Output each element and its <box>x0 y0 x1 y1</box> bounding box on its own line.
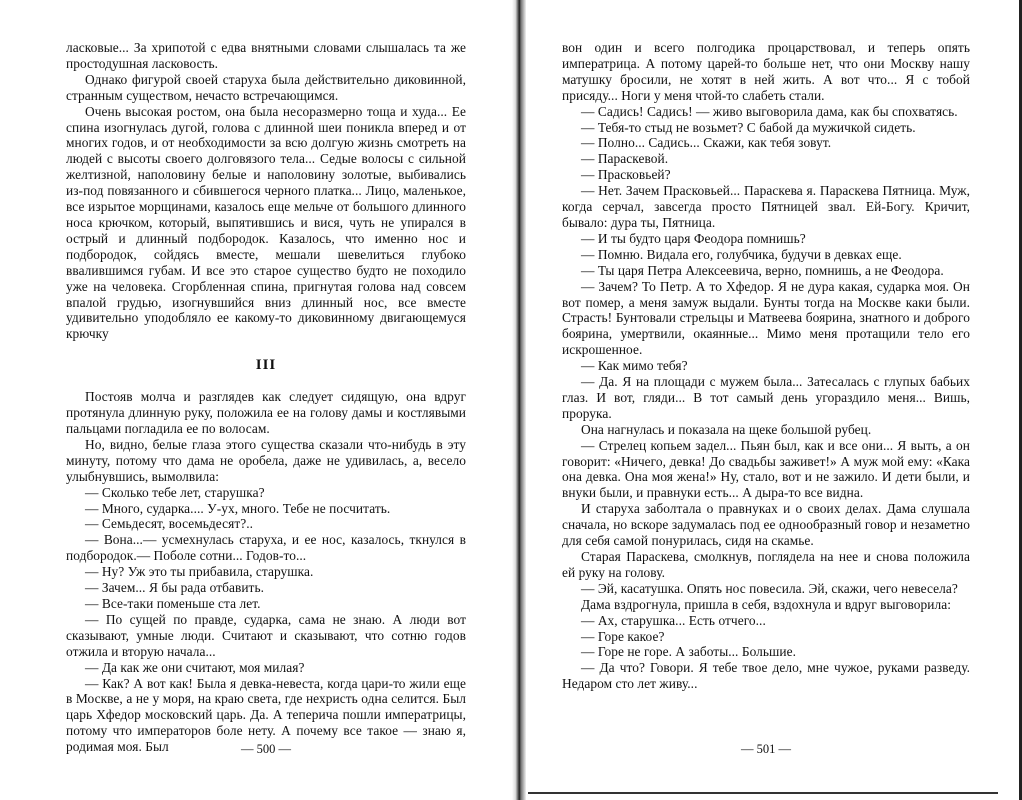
right-page-text <box>562 40 970 692</box>
paragraph: Она нагнулась и показала на щеке большой рубец. <box>581 421 872 437</box>
paragraph: — Стрелец копьем задел... Пьян был, как и все они... Я выть, а он говорит: «Ничего, девка! До свадьбы заживет!» А муж мой ему: «Кака она девка. Она моя жена!» Ну, стало, вот и не зажило. И дети были, и внуки были, и правнуки есть... А дыра-то все видна. <box>562 437 970 501</box>
book-gutter <box>512 0 526 800</box>
paragraph: — Тебя-то стыд не возьмет? С бабой да мужичкой сидеть. <box>581 119 916 135</box>
paragraph: Однако фигурой своей старуха была действительно диковинной, странным существом, нечасто встречающимся. <box>66 71 466 103</box>
left-page-text-top <box>66 40 466 342</box>
paragraph: — Зачем... Я бы рада отбавить. <box>85 580 264 596</box>
paragraph: — И ты будто царя Феодора помнишь? <box>581 230 806 246</box>
paragraph: — Ты царя Петра Алексеевича, верно, помнишь, а не Феодора. <box>581 262 944 278</box>
paragraph: — Все-таки поменьше ста лет. <box>85 596 261 611</box>
paragraph: — Прасковьей? <box>581 167 671 183</box>
paragraph: — Ах, старушка... Есть отчего... <box>581 612 766 628</box>
left-page-text-bottom <box>66 389 466 755</box>
paragraph: — Семьдесят, восемьдесят?.. <box>85 516 254 532</box>
page-number-right: — 501 — <box>741 742 791 756</box>
paragraph: — Нет. Зачем Прасковьей... Параскева я. Параскева Пятница. Муж, когда серчал, завсегда просто Пятницей звал. Ей-Богу. Кричит, бывало: дура ты, Пятница. <box>562 183 970 230</box>
paragraph: — Параскевой. <box>581 151 669 167</box>
paragraph: — Зачем? То Петр. А то Хфедор. Я не дура какая, сударка моя. Он вот помер, а меня замуж выдали. Бунты тогда на Москве каки были. Страсть! Бунтовали стрельцы и Матвеева боярина, знатного и доброго боярина, умертвили, окаянные... Мимо меня протащили тело его искрошенное. <box>562 278 970 358</box>
paragraph: — Полно... Садись... Скажи, как тебя зовут. <box>581 135 832 151</box>
right-page <box>526 0 1022 800</box>
paragraph: — Горе не горе. А заботы... Большие. <box>581 644 797 660</box>
page-number-left: — 500 — <box>241 742 291 756</box>
paragraph: Очень высокая ростом, она была несоразмерно тоща и худа... Ее спина изогнулась дугой, голова с длинной шеи поникла вперед и от многих годов, и от необходимости за всю долгую жизнь смотреть на людей с высоты своего долговязого тела... Седые волосы с сильной желтизной, наполовину белые и наполовину золотые, выбивались из-под повязанного и сбившегося черного платка... Лицо, маленькое, все изрытое морщинами, казалось еще мельче от большого длинного носа крючком, который, выпятившись и вися, чуть не упирался в острый и длинный подбородок. Казалось, что именно нос и подбородок, сойдясь вместе, мешали шевелиться глубоко ввалившимся губам. И все это старое существо будто не походило уже на человека. Сгорбленная спина, пригнутая голова над совсем впалой грудью, изогнувшийся вниз длинный нос, все вместе удивительно уподобляло ее какому-то диковинному двигающемуся крючку <box>66 103 466 342</box>
paragraph: — Как мимо тебя? <box>581 358 688 374</box>
paragraph: — Как? А вот как! Была я девка-невеста, когда цари-то жили еще в Москве, а не у моря, на краю света, где нехристь одна селится. Был царь Хфедор московский царь. Да. А теперича пошли императрицы, потому что императоров боле нету. А почему все такое — знаю я, родимая моя. Был <box>66 675 466 755</box>
paragraph: И старуха заболтала о правнуках и о своих делах. Дама слушала сначала, но вскоре задумалась под ее однообразный говор и незаметно для себя самой понурилась, сидя на скамье. <box>562 501 970 549</box>
paragraph: — По сущей по правде, сударка, сама не знаю. А люди вот сказывают, умные люди. Считают и сказывают, что сотню годов отжила и вторую начала... <box>66 611 466 659</box>
paragraph: — Много, сударка.... У-ух, много. Тебе не посчитать. <box>85 500 391 516</box>
chapter-heading: III <box>255 357 277 374</box>
paragraph: — Ну? Уж это ты прибавила, старушка. <box>85 564 314 580</box>
paragraph: Постояв молча и разглядев как следует сидящую, она вдруг протянула длинную руку, положила ее на голову дамы и костлявыми пальцами погладила ее по волосам. <box>66 389 466 437</box>
paragraph: — Эй, касатушка. Опять нос повесила. Эй, скажи, чего невесела? <box>581 580 958 596</box>
paragraph: Дама вздрогнула, пришла в себя, вздохнула и вдруг выговорила: <box>581 596 951 612</box>
paragraph: — Сколько тебе лет, старушка? <box>85 484 265 500</box>
paragraph: — Помню. Видала его, голубчика, будучи в девках еще. <box>581 246 902 262</box>
paragraph: — Да. Я на площади с мужем была... Затесалась с глупых бабьих глаз. И вот, гляди... В тот самый день угораздило меня... Вишь, прорука. <box>562 374 970 421</box>
page-edge-shadow <box>528 792 998 794</box>
paragraph: — Садись! Садись! — живо выговорила дама, как бы спохватясь. <box>581 103 958 119</box>
paragraph: вон один и всего полгодика процарствовал, и теперь опять императрица. А потому царей-то больше нет, что они Москву нашу матушку бросили, не хотят в ней жить. А вот что... Я с тобой присяду... Ноги у меня чтой-то слабеть стали. <box>562 40 970 103</box>
paragraph: Но, видно, белые глаза этого существа сказали что-нибудь в эту минуту, потому что дама не оробела, даже не удивилась, а, весело улыбнувшись, вымолвила: <box>66 436 466 484</box>
paragraph: Старая Параскева, смолкнув, поглядела на нее и снова положила ей руку на голову. <box>562 549 970 580</box>
paragraph: — Горе какое? <box>581 628 665 644</box>
paragraph: — Вона...— усмехнулась старуха, и ее нос, казалось, ткнулся в подбородок.— Поболе сотни... Годов-то... <box>66 532 466 564</box>
paragraph: ласковые... За хрипотой с едва внятными словами слышалась та же простодушная ласковость. <box>66 40 466 71</box>
paragraph: — Да что? Говори. Я тебе твое дело, мне чужое, руками разведу. Недаром сто лет живу... <box>562 660 970 692</box>
paragraph: — Да как же они считают, моя милая? <box>85 659 305 675</box>
